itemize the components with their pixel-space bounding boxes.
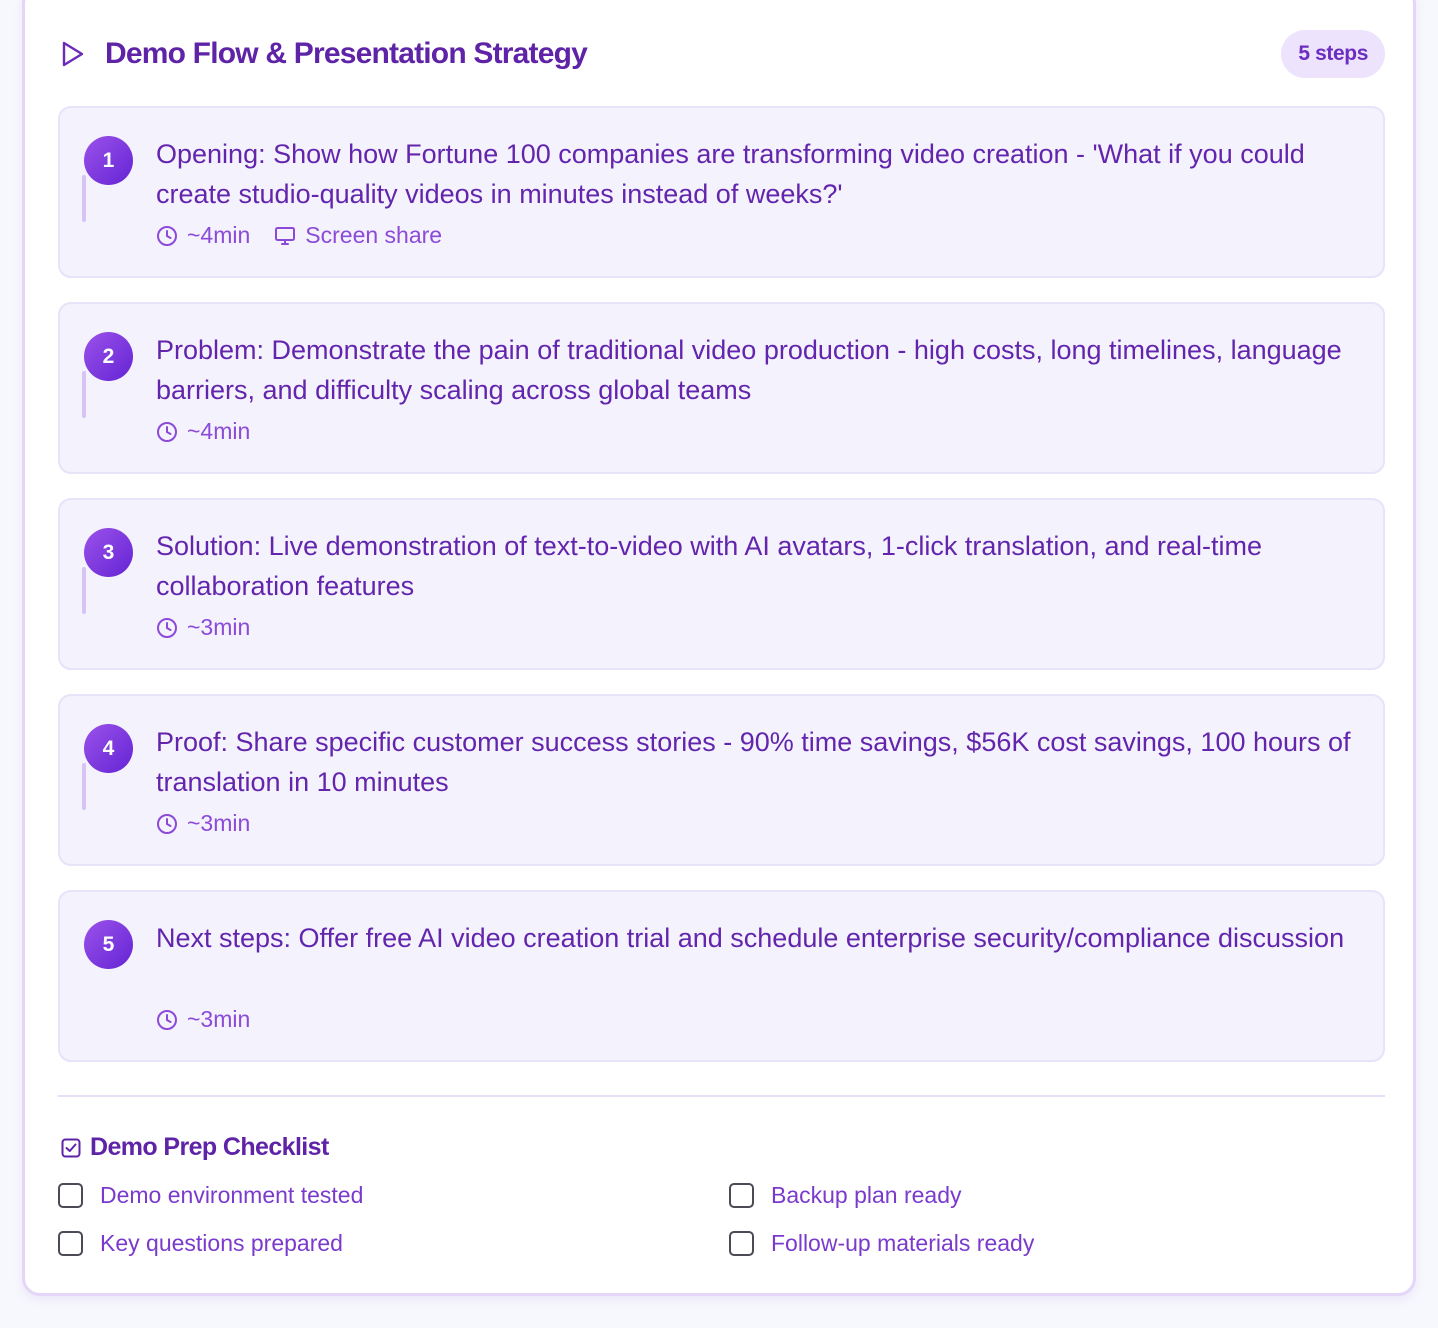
step-meta	[156, 222, 466, 249]
step-duration	[156, 1006, 250, 1033]
step-duration	[156, 222, 250, 249]
checkbox[interactable]	[58, 1183, 83, 1208]
steps-list	[58, 106, 1385, 1086]
step-connector	[82, 763, 86, 810]
clock-icon	[156, 813, 178, 835]
step-connector	[82, 175, 86, 222]
checklist-item-label: Backup plan ready	[771, 1181, 962, 1208]
clock-icon	[156, 421, 178, 443]
card-title: Demo Flow & Presentation Strategy	[105, 37, 588, 70]
clock-icon	[156, 617, 178, 639]
step-meta	[156, 810, 274, 837]
title-group	[61, 37, 587, 71]
checkbox[interactable]	[729, 1183, 754, 1208]
clock-icon	[156, 1009, 178, 1031]
step-connector	[82, 567, 86, 614]
checklist-item-key-questions[interactable]	[58, 1231, 729, 1255]
step-duration	[156, 418, 250, 445]
step-meta	[156, 614, 274, 641]
step-item-1	[58, 106, 1385, 278]
checklist-title: Demo Prep Checklist	[90, 1133, 329, 1161]
section-divider	[58, 1095, 1385, 1097]
step-connector	[82, 371, 86, 418]
duration-label: ~3min	[187, 810, 251, 836]
checklist-item-follow-up[interactable]	[729, 1231, 1385, 1255]
step-number-badge: 5	[84, 920, 133, 969]
step-item-5	[58, 890, 1385, 1062]
clock-icon	[156, 225, 178, 247]
step-number-badge: 2	[84, 332, 133, 381]
step-item-2	[58, 302, 1385, 474]
step-description: Next steps: Offer free AI video creation trial and schedule enterprise security/compliance discussion	[156, 923, 1345, 953]
checklist-item-label: Follow-up materials ready	[771, 1229, 1035, 1256]
step-item-3	[58, 498, 1385, 670]
card-header	[61, 29, 1385, 79]
duration-label: ~3min	[187, 1006, 251, 1032]
screen-share-label: Screen share	[305, 222, 443, 248]
duration-label: ~3min	[187, 614, 251, 640]
checkbox-checked-icon	[60, 1137, 82, 1159]
checklist-item-backup-plan[interactable]	[729, 1183, 1385, 1207]
checklist-item-demo-environment[interactable]	[58, 1183, 729, 1207]
duration-label: ~4min	[187, 222, 251, 248]
step-number-badge: 3	[84, 528, 133, 577]
steps-count-badge: 5 steps	[1281, 30, 1385, 78]
monitor-icon	[274, 225, 296, 247]
step-description: Problem: Demonstrate the pain of traditional video production - high costs, long timelines, language barriers, and difficulty scaling across global teams	[156, 335, 1342, 405]
step-description: Proof: Share specific customer success stories - 90% time savings, $56K cost savings, 100 hours of translation in 10 minutes	[156, 727, 1351, 797]
step-meta	[156, 1006, 274, 1033]
step-meta	[156, 418, 274, 445]
step-duration	[156, 614, 250, 641]
checkbox[interactable]	[58, 1231, 83, 1256]
checklist-heading	[60, 1133, 329, 1162]
checklist-item-label: Key questions prepared	[100, 1229, 343, 1256]
step-number-badge: 1	[84, 136, 133, 185]
play-icon	[61, 40, 85, 68]
step-number-badge: 4	[84, 724, 133, 773]
checklist-items	[58, 1183, 1385, 1255]
demo-flow-card	[22, 0, 1416, 1296]
checkbox[interactable]	[729, 1231, 754, 1256]
duration-label: ~4min	[187, 418, 251, 444]
step-description: Opening: Show how Fortune 100 companies are transforming video creation - 'What if you could create studio-quality videos in minutes instead of weeks?'	[156, 139, 1305, 209]
step-description: Solution: Live demonstration of text-to-video with AI avatars, 1-click translation, and real-time collaboration features	[156, 531, 1263, 601]
step-duration	[156, 810, 250, 837]
step-screen-share	[274, 222, 442, 249]
checklist-item-label: Demo environment tested	[100, 1181, 364, 1208]
step-item-4	[58, 694, 1385, 866]
